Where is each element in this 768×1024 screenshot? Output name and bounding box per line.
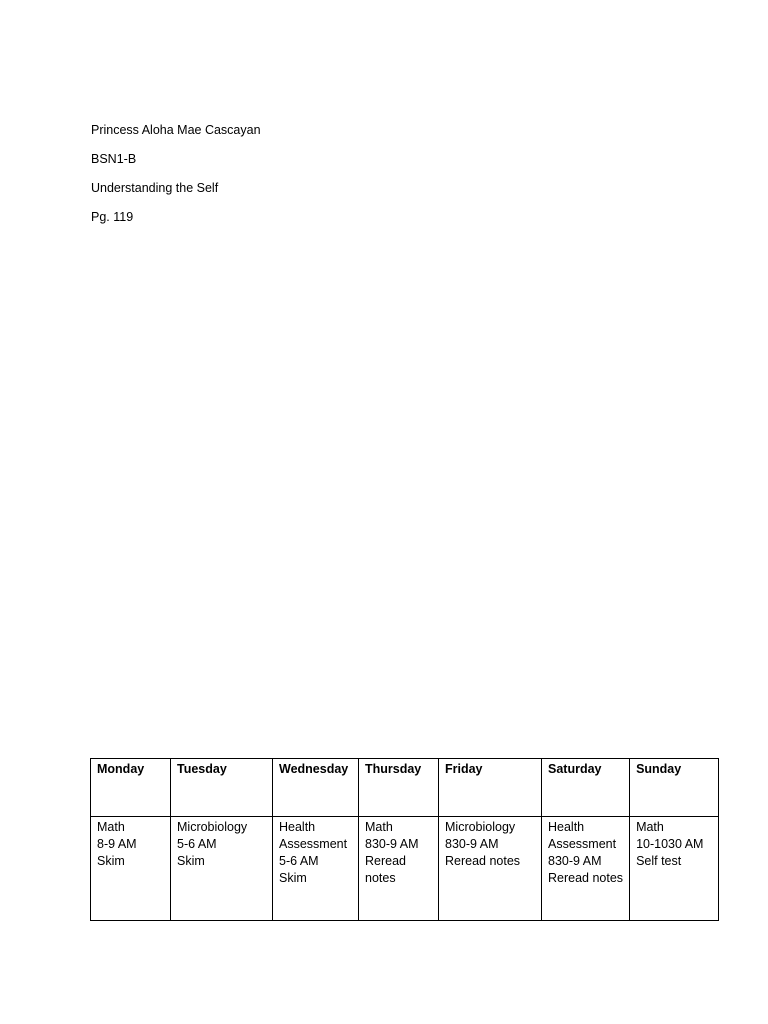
cell-line: Math: [636, 820, 664, 834]
cell-saturday: [542, 817, 630, 921]
cell-friday: [439, 817, 542, 921]
student-section: BSN1-B: [91, 152, 137, 166]
document-header: [91, 122, 261, 238]
cell-line: 10-1030 AM: [636, 837, 704, 851]
header-monday: Monday: [91, 759, 171, 817]
page-reference: Pg. 119: [91, 210, 134, 224]
cell-line: Assessment: [548, 837, 617, 851]
cell-line: Microbiology: [177, 820, 248, 834]
cell-line: Skim: [279, 871, 307, 885]
header-tuesday: Tuesday: [171, 759, 273, 817]
header-thursday: Thursday: [359, 759, 439, 817]
cell-line: Reread notes: [445, 854, 521, 868]
cell-line: 830-9 AM: [548, 854, 602, 868]
header-friday: Friday: [439, 759, 542, 817]
study-schedule-table: [90, 758, 719, 921]
header-sunday: Sunday: [630, 759, 719, 817]
cell-line: Self test: [636, 854, 682, 868]
cell-line: Reread: [365, 854, 406, 868]
cell-line: Math: [97, 820, 125, 834]
cell-line: Math: [365, 820, 393, 834]
cell-line: notes: [365, 871, 396, 885]
subject-title: Understanding the Self: [91, 181, 219, 195]
cell-line: Reread notes: [548, 871, 624, 885]
cell-line: Health: [548, 820, 585, 834]
cell-wednesday: [273, 817, 359, 921]
student-name: Princess Aloha Mae Cascayan: [91, 123, 261, 137]
cell-line: Microbiology: [445, 820, 516, 834]
cell-thursday: [359, 817, 439, 921]
table-row: [91, 817, 719, 921]
cell-line: 5-6 AM: [279, 854, 319, 868]
cell-sunday: [630, 817, 719, 921]
table-header-row: [91, 759, 719, 817]
cell-line: Assessment: [279, 837, 348, 851]
cell-line: Health: [279, 820, 316, 834]
cell-line: 830-9 AM: [365, 837, 419, 851]
cell-line: Skim: [97, 854, 125, 868]
cell-tuesday: [171, 817, 273, 921]
cell-line: 5-6 AM: [177, 837, 217, 851]
cell-monday: [91, 817, 171, 921]
header-wednesday: Wednesday: [273, 759, 359, 817]
cell-line: 8-9 AM: [97, 837, 137, 851]
header-saturday: Saturday: [542, 759, 630, 817]
cell-line: Skim: [177, 854, 205, 868]
cell-line: 830-9 AM: [445, 837, 499, 851]
